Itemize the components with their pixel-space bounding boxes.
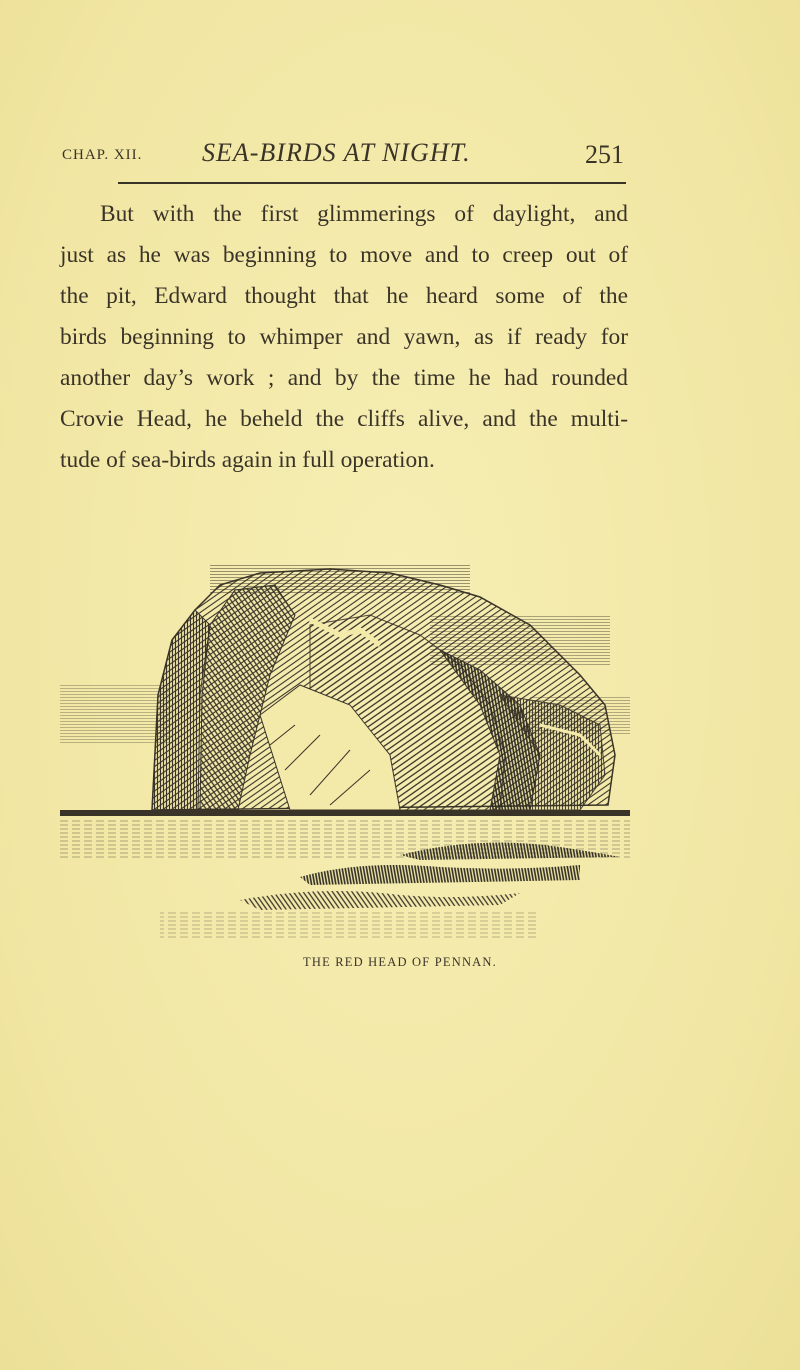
page-number: 251 — [585, 140, 624, 169]
text-line: another day’s work ; and by the time he had rounded — [60, 365, 628, 391]
header-rule — [118, 182, 626, 184]
text-line: birds beginning to whimper and yawn, as if ready for — [60, 324, 628, 350]
body-paragraph — [60, 194, 628, 481]
text-line: tude of sea-birds again in full operation. — [60, 447, 435, 473]
chapter-title: SEA-BIRDS AT NIGHT. — [202, 138, 471, 167]
cliff — [152, 569, 615, 810]
engraving-red-head-of-pennan — [60, 555, 630, 950]
shoreline — [60, 810, 630, 940]
running-head — [62, 138, 628, 178]
text-line: Crovie Head, he beheld the cliffs alive, and the multi- — [60, 406, 628, 432]
text-line: just as he was beginning to move and to creep out of — [60, 242, 628, 268]
figure-caption: THE RED HEAD OF PENNAN. — [303, 955, 497, 969]
text-line: the pit, Edward thought that he heard some of the — [60, 283, 628, 309]
chapter-label: CHAP. XII. — [62, 147, 143, 163]
text-line: But with the first glimmerings of daylight, and — [100, 201, 628, 227]
